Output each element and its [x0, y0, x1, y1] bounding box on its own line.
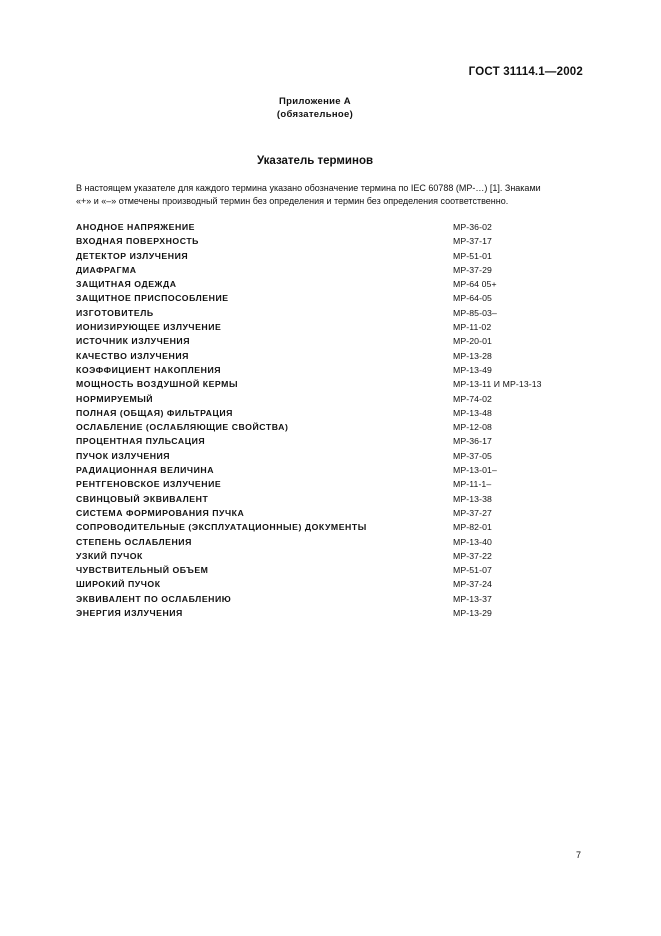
intro-paragraph	[76, 182, 588, 208]
term-code: МР-36-17	[453, 436, 492, 447]
term-name: ИЗГОТОВИТЕЛЬ	[76, 307, 154, 318]
term-name: ОСЛАБЛЕНИЕ (ОСЛАБЛЯЮЩИЕ СВОЙСТВА)	[76, 422, 289, 433]
term-name: РЕНТГЕНОВСКОЕ ИЗЛУЧЕНИЕ	[76, 479, 222, 490]
term-code: МР-51-01	[453, 250, 492, 261]
term-row	[76, 420, 588, 434]
term-row	[76, 492, 588, 506]
term-code: МР-13-11 И МР-13-13	[453, 379, 542, 390]
term-code: МР-37-24	[453, 579, 492, 590]
term-row	[76, 592, 588, 606]
annex-title: Приложение А	[279, 96, 351, 107]
term-row	[76, 434, 588, 448]
term-row	[76, 606, 588, 620]
term-code: МР-13-48	[453, 407, 492, 418]
term-code: МР-51-07	[453, 565, 492, 576]
term-code: МР-64-05	[453, 293, 492, 304]
term-code: МР-13-40	[453, 536, 492, 547]
term-name: СТЕПЕНЬ ОСЛАБЛЕНИЯ	[76, 536, 192, 547]
term-code: МР-13-38	[453, 493, 492, 504]
term-code: МР-82-01	[453, 522, 492, 533]
term-row	[76, 520, 588, 534]
term-code: МР-37-27	[453, 507, 492, 518]
term-name: СОПРОВОДИТЕЛЬНЫЕ (ЭКСПЛУАТАЦИОННЫЕ) ДОКУМЕНТЫ	[76, 522, 367, 533]
term-row	[76, 406, 588, 420]
term-row	[76, 563, 588, 577]
term-name: ВХОДНАЯ ПОВЕРХНОСТЬ	[76, 236, 199, 247]
terms-index-list	[76, 220, 588, 620]
term-name: КАЧЕСТВО ИЗЛУЧЕНИЯ	[76, 350, 189, 361]
term-row	[76, 477, 588, 491]
term-row	[76, 291, 588, 305]
term-row	[76, 363, 588, 377]
term-name: ИОНИЗИРУЮЩЕЕ ИЗЛУЧЕНИЕ	[76, 322, 222, 333]
term-code: МР-36-02	[453, 222, 492, 232]
term-row	[76, 392, 588, 406]
term-name: СВИНЦОВЫЙ ЭКВИВАЛЕНТ	[76, 493, 209, 504]
term-row	[76, 535, 588, 549]
term-row	[76, 263, 588, 277]
term-row	[76, 320, 588, 334]
annex-subtitle: (обязательное)	[276, 109, 354, 120]
term-code: МР-13-49	[453, 364, 492, 375]
term-row	[76, 349, 588, 363]
term-name: ПУЧОК ИЗЛУЧЕНИЯ	[76, 450, 171, 461]
term-name: ЧУВСТВИТЕЛЬНЫЙ ОБЪЕМ	[76, 565, 209, 576]
page-number: 7	[575, 850, 581, 860]
term-code: МР-37-05	[453, 450, 492, 461]
term-row	[76, 549, 588, 563]
section-title: Указатель терминов	[256, 155, 374, 167]
term-row	[76, 577, 588, 591]
term-row	[76, 277, 588, 291]
term-name: КОЭФФИЦИЕНТ НАКОПЛЕНИЯ	[76, 364, 222, 375]
term-code: МР-74-02	[453, 393, 492, 404]
term-code: МР-85-03–	[453, 307, 497, 318]
term-name: ЗАЩИТНАЯ ОДЕЖДА	[76, 279, 177, 290]
term-row	[76, 306, 588, 320]
term-row	[76, 506, 588, 520]
term-name: НОРМИРУЕМЫЙ	[76, 393, 154, 404]
term-name: ПРОЦЕНТНАЯ ПУЛЬСАЦИЯ	[76, 436, 206, 447]
term-code: МР-20-01	[453, 336, 492, 347]
term-code: МР-13-01–	[453, 465, 497, 476]
term-name: МОЩНОСТЬ ВОЗДУШНОЙ КЕРМЫ	[76, 379, 238, 390]
term-row	[76, 234, 588, 248]
term-name: ЭКВИВАЛЕНТ ПО ОСЛАБЛЕНИЮ	[76, 593, 232, 604]
term-name: ЗАЩИТНОЕ ПРИСПОСОБЛЕНИЕ	[76, 293, 229, 304]
term-name: УЗКИЙ ПУЧОК	[76, 550, 143, 561]
intro-line-2: «+» и «–» отмечены производный термин без определения и термин без определения соответственно.	[76, 196, 509, 206]
term-name: ПОЛНАЯ (ОБЩАЯ) ФИЛЬТРАЦИЯ	[76, 407, 233, 418]
term-row	[76, 220, 588, 234]
term-code: МР-13-29	[453, 608, 492, 619]
term-row	[76, 334, 588, 348]
term-name: ИСТОЧНИК ИЗЛУЧЕНИЯ	[76, 336, 191, 347]
term-code: МР-11-1–	[453, 479, 492, 490]
term-code: МР-37-22	[453, 550, 492, 561]
term-name: ДИАФРАГМА	[76, 264, 137, 275]
term-code: МР-64 05+	[453, 279, 497, 290]
term-code: МР-13-28	[453, 350, 492, 361]
intro-line-1: В настоящем указателе для каждого термина указано обозначение термина по IEC 60788 (МР-…) [1]. Знаками	[76, 183, 541, 193]
term-name: РАДИАЦИОННАЯ ВЕЛИЧИНА	[76, 465, 215, 476]
term-row	[76, 249, 588, 263]
term-name: СИСТЕМА ФОРМИРОВАНИЯ ПУЧКА	[76, 507, 245, 518]
term-row	[76, 463, 588, 477]
term-name: ШИРОКИЙ ПУЧОК	[76, 579, 161, 590]
term-name: ЭНЕРГИЯ ИЗЛУЧЕНИЯ	[76, 608, 183, 619]
standard-code: ГОСТ 31114.1—2002	[468, 66, 583, 78]
term-code: МР-11-02	[453, 322, 492, 333]
term-code: МР-13-37	[453, 593, 492, 604]
term-name: АНОДНОЕ НАПРЯЖЕНИЕ	[76, 222, 195, 232]
term-row	[76, 377, 588, 391]
term-row	[76, 449, 588, 463]
term-code: МР-12-08	[453, 422, 492, 433]
term-code: МР-37-29	[453, 264, 492, 275]
term-code: МР-37-17	[453, 236, 492, 247]
term-name: ДЕТЕКТОР ИЗЛУЧЕНИЯ	[76, 250, 189, 261]
